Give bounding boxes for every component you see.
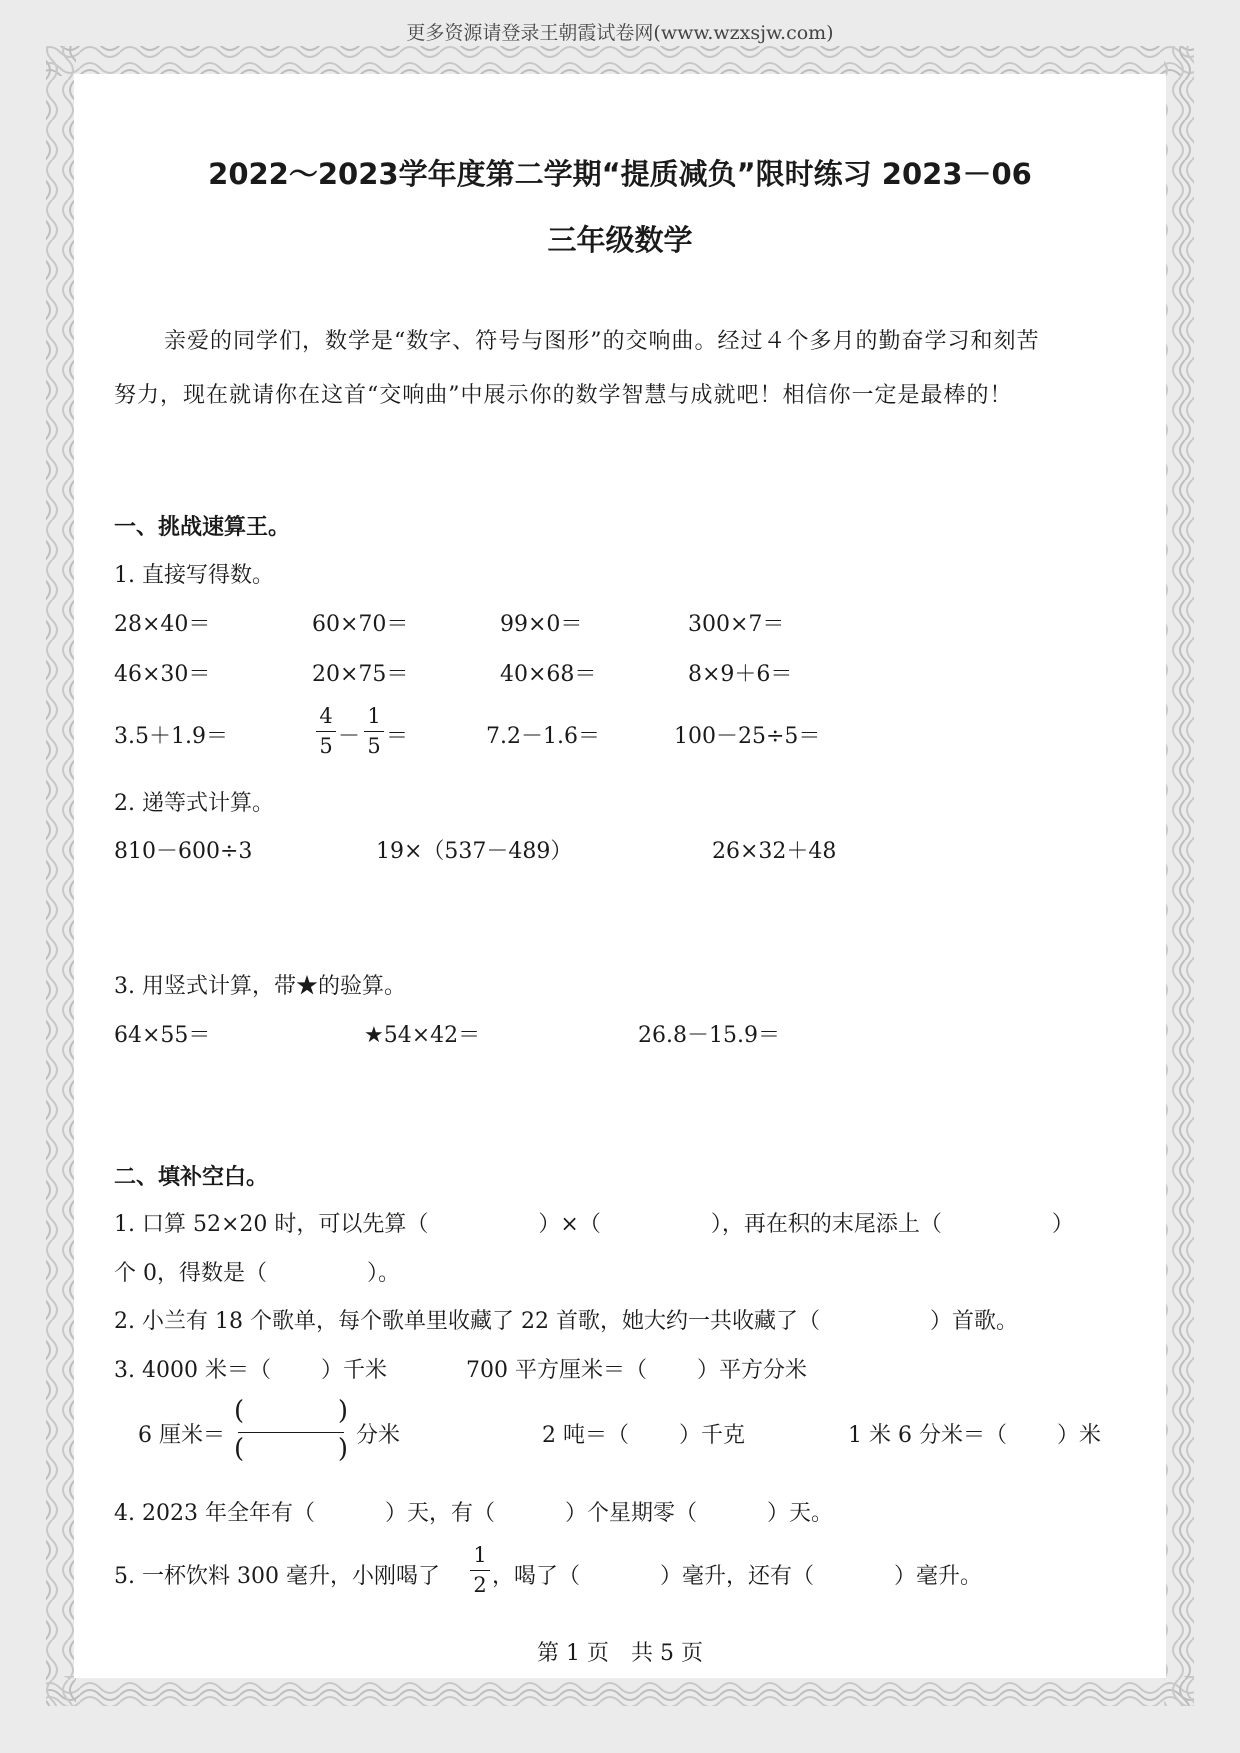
s1-q1-item: 99×0＝	[500, 612, 583, 637]
fraction-denominator: 5	[367, 734, 381, 758]
s1-q1-item: 7.2－1.6＝	[486, 724, 600, 749]
text: ）米	[1056, 1423, 1101, 1448]
text: 3. 4000 米＝（	[114, 1358, 271, 1383]
s1-q3-item: ★54×42＝	[364, 1023, 481, 1048]
s1-q1-item: 300×7＝	[688, 612, 785, 637]
text: 个 0，得数是（	[114, 1261, 267, 1286]
fraction-numerator: 4	[319, 704, 333, 728]
text: 4. 2023 年全年有（	[114, 1501, 315, 1526]
text: ），再在积的末尾添上（	[710, 1212, 942, 1237]
text: ）天，有（	[384, 1501, 495, 1526]
paren-close: )	[337, 1434, 348, 1464]
s1-q2-item: 810－600÷3	[114, 839, 253, 864]
text: ）首歌。	[929, 1309, 1018, 1334]
s2-q5-a: 5. 一杯饮料 300 毫升，小刚喝了	[114, 1564, 440, 1589]
fraction-blank[interactable]	[232, 1396, 350, 1464]
fraction-numerator: 1	[367, 704, 381, 728]
s1-q1-item: 40×68＝	[500, 662, 597, 687]
fraction-numerator: 1	[473, 1543, 487, 1567]
s1-q1-item: 3.5＋1.9＝	[114, 724, 228, 749]
equals-sign: ＝	[386, 724, 409, 749]
section-1-heading: 一、挑战速算王。	[114, 515, 291, 540]
text: ）平方分米	[697, 1358, 808, 1383]
text: ）天。	[767, 1501, 834, 1526]
text: ）个星期零（	[564, 1501, 697, 1526]
fraction-1-5	[364, 706, 384, 757]
text: ，喝了（	[492, 1564, 581, 1589]
fraction-1-2	[470, 1545, 490, 1596]
text: 1 米 6 分米＝（	[848, 1423, 1007, 1448]
intro-line-2: 努力，现在就请你在这首“交响曲”中展示你的数学智慧与成就吧！相信你一定是最棒的！	[114, 383, 1013, 408]
text: 1. 口算 52×20 时，可以先算（	[114, 1212, 429, 1237]
s1-q1-label: 1. 直接写得数。	[114, 563, 274, 588]
text: ）毫升。	[894, 1564, 983, 1589]
s2-q4	[114, 1496, 833, 1527]
s1-q1-item: 28×40＝	[114, 612, 211, 637]
section-2-heading: 二、填补空白。	[114, 1165, 269, 1190]
exam-subtitle: 三年级数学	[547, 223, 693, 257]
text: 2 吨＝（	[542, 1423, 629, 1448]
s2-q3-line1b	[466, 1353, 807, 1384]
s1-q3-item: 64×55＝	[114, 1023, 211, 1048]
exam-title: 2022～2023学年度第二学期“提质减负”限时练习 2023－06	[208, 157, 1032, 191]
s1-q1-item: 8×9＋6＝	[688, 662, 793, 687]
s2-q2	[114, 1304, 1018, 1335]
paren-open: (	[234, 1396, 245, 1426]
fraction-denominator: 5	[319, 734, 333, 758]
minus-sign: －	[338, 724, 361, 749]
s1-q2-label: 2. 递等式计算。	[114, 791, 274, 816]
s1-q1-item: 60×70＝	[312, 612, 409, 637]
text: ）×（	[538, 1212, 601, 1237]
s1-q2-item: 26×32＋48	[712, 839, 837, 864]
s1-q1-item: 46×30＝	[114, 662, 211, 687]
s1-q3-item: 26.8－15.9＝	[638, 1023, 780, 1048]
paren-open: (	[234, 1434, 245, 1464]
s2-q5-b	[492, 1559, 982, 1590]
page-footer: 第 1 页 共 5 页	[537, 1641, 703, 1666]
paren-close: )	[337, 1396, 348, 1426]
text: ）千米	[320, 1358, 387, 1383]
s2-q3-dm: 分米	[356, 1423, 401, 1448]
s2-q3-meter	[848, 1418, 1101, 1449]
s1-q2-item: 19×（537－489）	[376, 839, 573, 864]
s2-q1-line2	[114, 1256, 400, 1287]
fraction-4-5	[316, 706, 336, 757]
s2-q1-line1	[114, 1207, 1074, 1238]
fraction-denominator: 2	[473, 1573, 487, 1597]
text: 700 平方厘米＝（	[466, 1358, 647, 1383]
fraction-bar	[238, 1432, 344, 1433]
text: ）毫升，还有（	[660, 1564, 815, 1589]
text: ）。	[367, 1261, 401, 1286]
s1-q1-item: 20×75＝	[312, 662, 409, 687]
s2-q3-ton	[542, 1418, 745, 1449]
s1-q3-label: 3. 用竖式计算，带★的验算。	[114, 974, 406, 999]
s2-q3-cm: 6 厘米＝	[138, 1423, 225, 1448]
s2-q3-line1	[114, 1353, 387, 1384]
watermark-text: 更多资源请登录王朝霞试卷网(www.wzxsjw.com)	[406, 22, 834, 44]
text: ）千克	[679, 1423, 746, 1448]
text: ）	[1051, 1212, 1074, 1237]
intro-line-1: 亲爱的同学们，数学是“数字、符号与图形”的交响曲。经过４个多月的勤奋学习和刻苦	[164, 329, 1040, 354]
text: 2. 小兰有 18 个歌单，每个歌单里收藏了 22 首歌，她大约一共收藏了（	[114, 1309, 820, 1334]
s1-q1-item: 100－25÷5＝	[674, 724, 821, 749]
